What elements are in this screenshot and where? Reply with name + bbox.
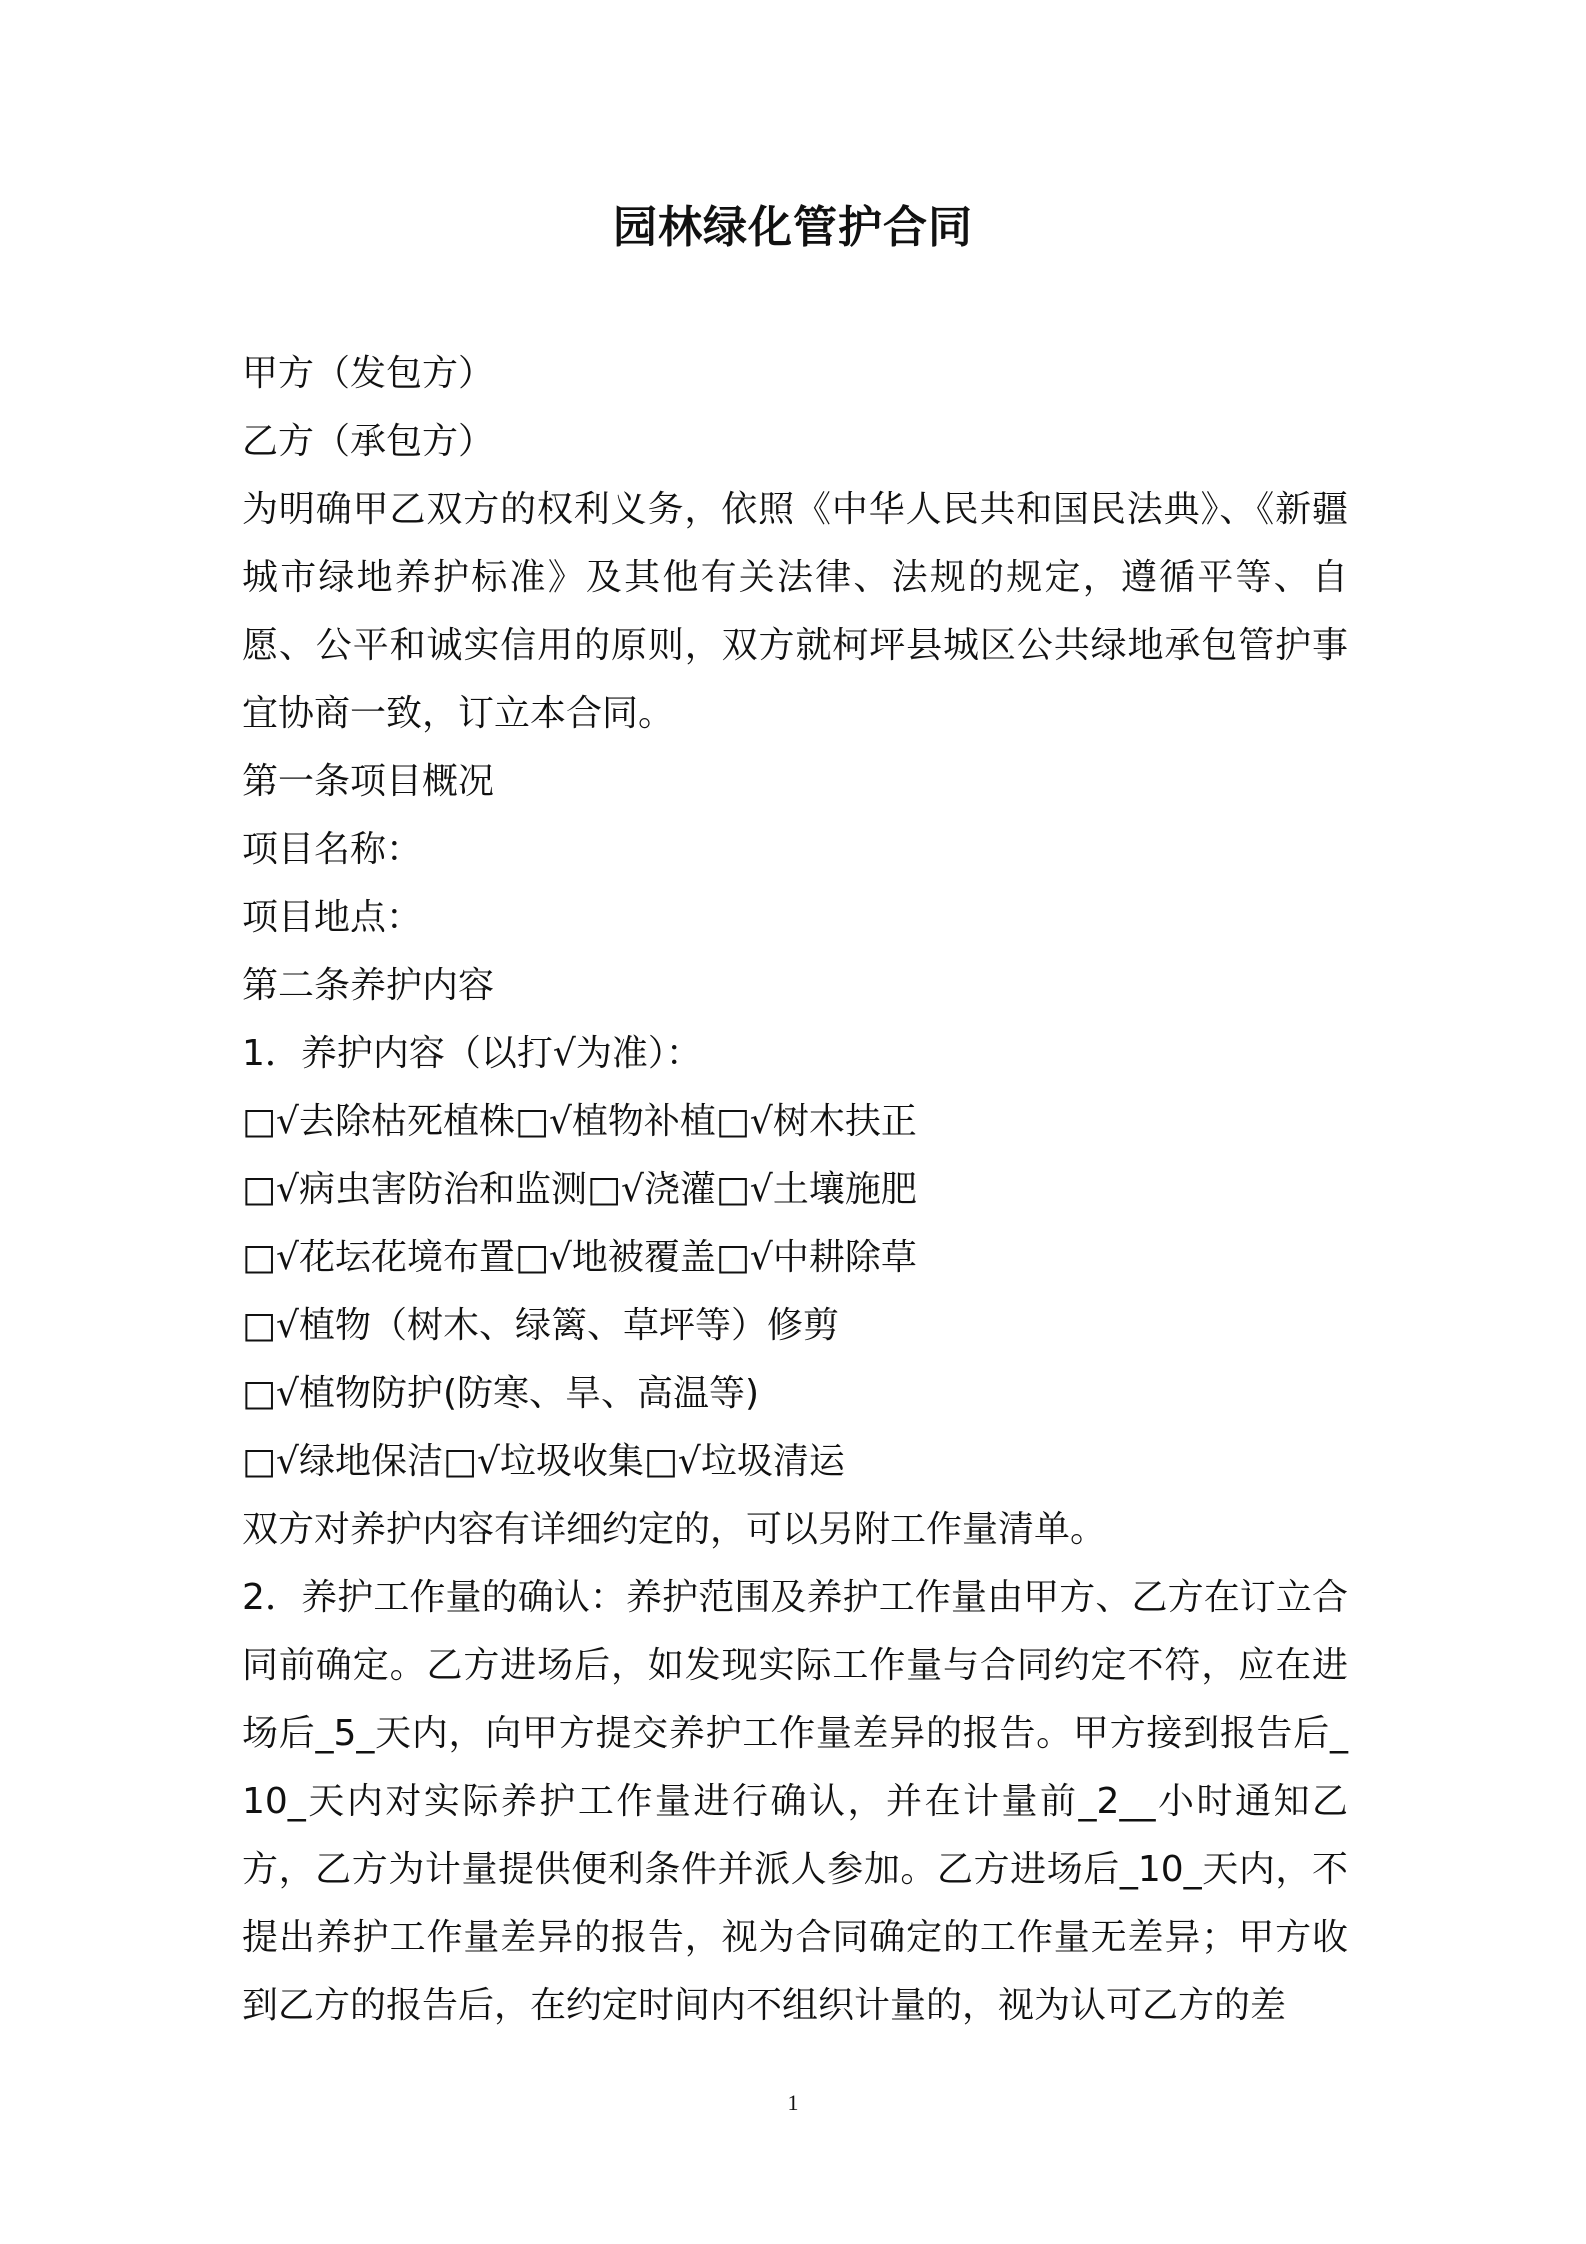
checklist-line: □√植物（树木、绿篱、草坪等）修剪 (242, 1305, 839, 1346)
item2-paragraph: 2．养护工作量的确认：养护范围及养护工作量由甲方、乙方在订立合同前确定。乙方进场后，如发现实际工作量与合同约定不符，应在进场后_5_天内，向甲方提交养护工作量差异的报告。甲方接到报告后_10_天内对实际养护工作量进行确认，并在计量前_2__小时通知乙方，乙方为计量提供便利条件并派人参加。乙方进场后_10_天内，不提出养护工作量差异的报告，视为合同确定的工作量无差异；甲方收到乙方的报告后，在约定时间内不组织计量的，视为认可乙方的差 (242, 1577, 1348, 2026)
document-body (242, 340, 1348, 2040)
article2-heading: 第二条养护内容 (242, 965, 495, 1006)
checklist-line: □√花坛花境布置□√地被覆盖□√中耕除草 (242, 1237, 917, 1278)
document-title: 园林绿化管护合同 (613, 202, 973, 253)
workload-note: 双方对养护内容有详细约定的，可以另附工作量清单。 (242, 1509, 1107, 1550)
page-number: 1 (787, 2090, 799, 2115)
article1-heading: 第一条项目概况 (242, 761, 495, 802)
checklist-line: □√病虫害防治和监测□√浇灌□√土壤施肥 (242, 1169, 917, 1210)
checklist-line: □√植物防护(防寒、旱、高温等) (242, 1373, 760, 1414)
checklist-line: □√绿地保洁□√垃圾收集□√垃圾清运 (242, 1441, 845, 1482)
project-name-field: 项目名称： (242, 829, 423, 870)
party-b-line: 乙方（承包方） (242, 421, 495, 462)
preamble-paragraph: 为明确甲乙双方的权利义务，依照《中华人民共和国民法典》、《新疆城市绿地养护标准》及其他有关法律、法规的规定，遵循平等、自愿、公平和诚实信用的原则，双方就柯坪县城区公共绿地承包管护事宜协商一致，订立本合同。 (242, 489, 1348, 734)
checklist-line: □√去除枯死植株□√植物补植□√树木扶正 (242, 1101, 917, 1142)
project-location-field: 项目地点： (242, 897, 423, 938)
item1-heading: 1．养护内容（以打√为准）： (242, 1033, 702, 1074)
party-a-line: 甲方（发包方） (242, 353, 495, 394)
